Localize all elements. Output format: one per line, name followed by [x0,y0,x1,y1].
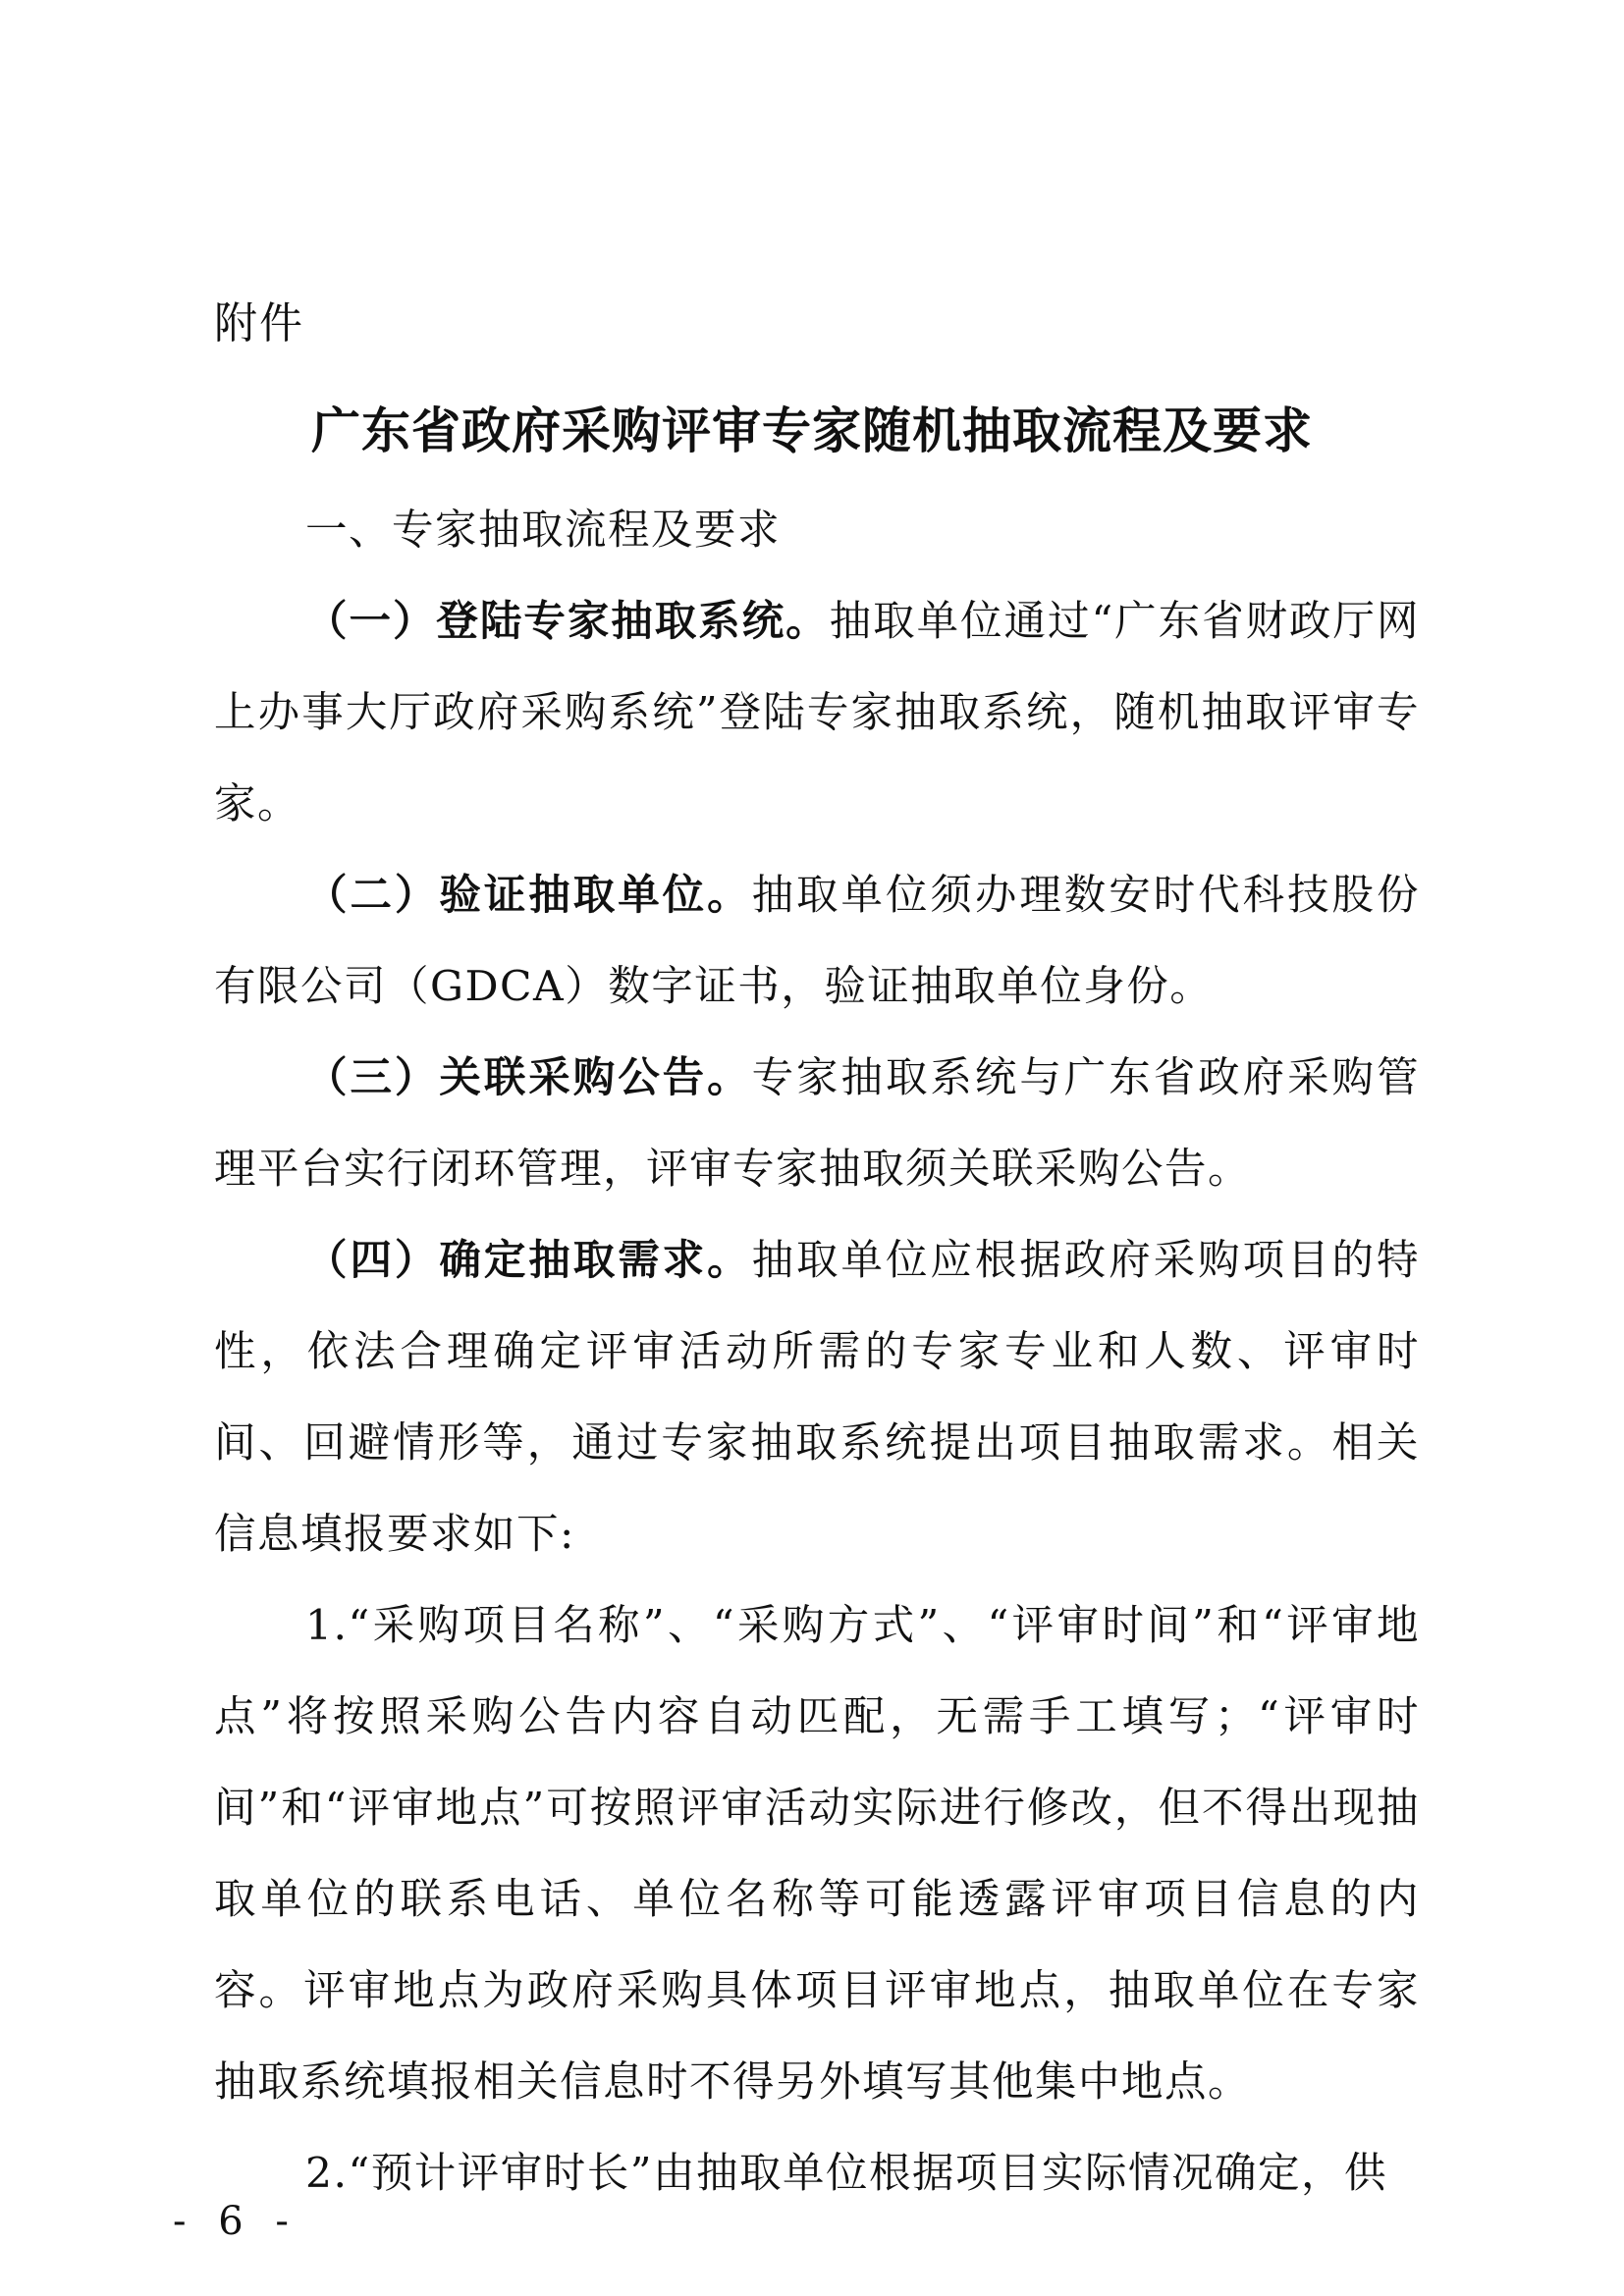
item-lead: （三）关联采购公告。 [305,1054,752,1102]
item-text: 抽取单位应根据政府采购项目的特性，依法合理确定评审活动所需的专家专业和人数、评审时间、回避情形等，通过专家抽取系统提出项目抽取需求。相关信息填报要求如下: [214,1237,1420,1559]
numbered-point: 2.“预计评审时长”由抽取单位根据项目实际情况确定，供 [305,2150,1388,2198]
list-item [214,1215,1420,1580]
list-item [214,850,1420,1033]
list-item [214,576,1420,850]
item-lead: （一）登陆专家抽取系统。 [305,598,830,646]
document-title: 广东省政府采购评审专家随机抽取流程及要求 [311,402,1313,459]
page-number: - 6 - [173,2199,298,2244]
list-item [214,1033,1420,1215]
item-lead: （四）确定抽取需求。 [305,1237,752,1285]
item-lead: （二）验证抽取单位。 [305,872,752,920]
document-body [214,485,1420,2219]
item-text: 专家抽取系统与广东省政府采购管理平台实行闭环管理，评审专家抽取须关联采购公告。 [214,1054,1420,1194]
attachment-label: 附件 [214,298,304,348]
item-text: 抽取单位通过“广东省财政厅网上办事大厅政府采购系统”登陆专家抽取系统，随机抽取评审专家。 [214,598,1420,828]
item-text: 抽取单位须办理数安时代科技股份有限公司（GDCA）数字证书，验证抽取单位身份。 [214,872,1420,1011]
section-heading: 一、专家抽取流程及要求 [305,507,782,555]
numbered-point: 1.“采购项目名称”、“采购方式”、“评审时间”和“评审地点”将按照采购公告内容自动匹配，无需手工填写；“评审时间”和“评审地点”可按照评审活动实际进行修改，但不得出现抽取单位的联系电话、单位名称等可能透露评审项目信息的内容。评审地点为政府采购具体项目评审地点，抽取单位在专家抽取系统填报相关信息时不得另外填写其他集中地点。 [214,1602,1421,2107]
